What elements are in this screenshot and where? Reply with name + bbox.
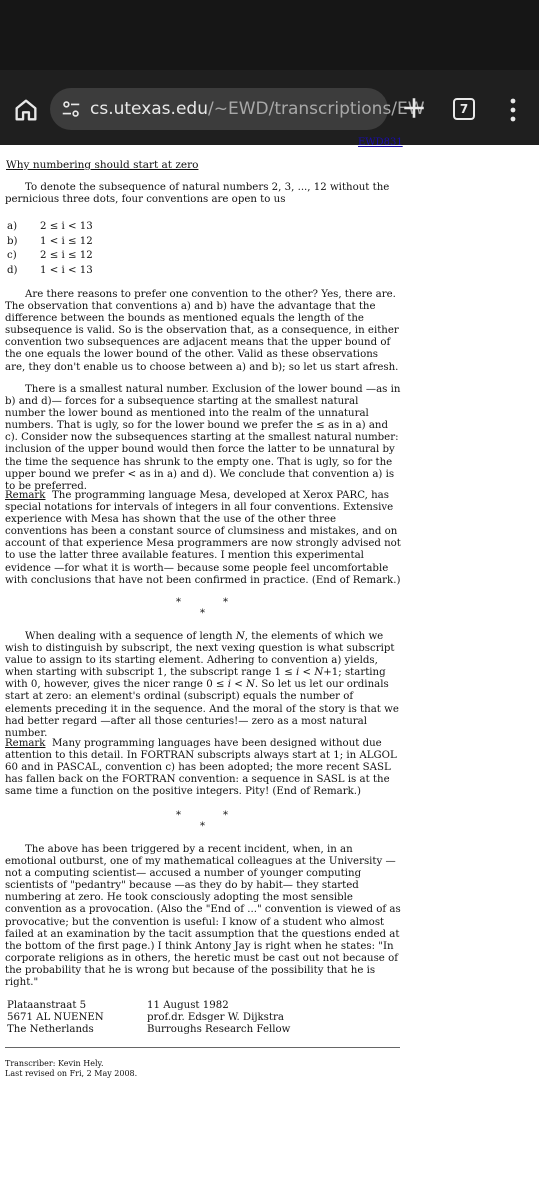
address-line: The Netherlands xyxy=(7,1024,94,1036)
home-button[interactable] xyxy=(12,96,40,124)
paragraph-text: The above has been triggered by a recent incident, when, in an emotional outburst, one of my mathematical colleagues at the University —not a computing scientist— accused a number of younger computing scientists of "pedantry" because —as they do by habit— they started numbering at zero. He took consciously adopting the most sensible convention as a provocation. (Also the "End of ..." convention is viewed of as provocative; but the convention is useful: I know of a student who almost failed at an examination by the tacit assumption that the questions ended at the bottom of the first page.) I think Antony Jay is right when he states: "In corporate religions as in others, the heretic must be cast out not because of the probability that he is wrong but because of the possibility that he is right." xyxy=(5,844,401,989)
url-domain: cs.utexas.edu xyxy=(90,99,208,119)
transcriber-note: Transcriber: Kevin Hely. xyxy=(5,1059,104,1068)
separator-star: * xyxy=(223,597,228,608)
signature-line: prof.dr. Edsger W. Dijkstra xyxy=(147,1012,284,1024)
new-tab-button[interactable] xyxy=(401,95,427,121)
list-item xyxy=(7,220,93,235)
author-signature xyxy=(147,1000,290,1036)
math-var: i xyxy=(227,679,231,691)
revision-note: Last revised on Fri, 2 May 2008. xyxy=(5,1069,138,1078)
text-run: < xyxy=(299,667,315,679)
convention-expr: 1 < i < 13 xyxy=(40,264,93,276)
signature-line: Burroughs Research Fellow xyxy=(147,1024,291,1036)
url-text[interactable] xyxy=(90,99,425,119)
paragraph-3 xyxy=(5,631,401,740)
address-bar[interactable] xyxy=(50,88,425,130)
address-line: 5671 AL NUENEN xyxy=(7,1012,104,1024)
intro-paragraph xyxy=(5,182,401,206)
text-run: < xyxy=(230,679,246,691)
plus-icon xyxy=(401,95,427,121)
convention-label: d) xyxy=(7,264,18,276)
remark-text: Many programming languages have been designed without due attention to this detail. In FORTRAN subscripts always start at 1; in ALGOL 60 and in PASCAL, convention c) has been adopted; the more recent SASL has fallen back on the FORTRAN convention: a sequence in SASL is at the same time a function on the positive integers. Pity! (End of Remark.) xyxy=(5,738,397,798)
convention-label: b) xyxy=(7,235,18,247)
more-vert-icon xyxy=(503,96,523,124)
text-run: +1; starting with 0, however, gives the nicer range 0 ≤ xyxy=(5,667,386,691)
text-run: . So let us let our ordinals start at zero: an element's ordinal (subscript) equals the number of elements preceding it in the sequence. And the moral of the story is that we had better regard —after all those centuries!— zero as a most natural number. xyxy=(5,679,399,739)
document-title: Why numbering should start at zero xyxy=(6,159,199,171)
home-icon xyxy=(12,96,40,124)
tune-icon[interactable] xyxy=(60,98,82,120)
convention-label: c) xyxy=(7,250,17,261)
text-run: When dealing with a sequence of length xyxy=(25,631,236,642)
status-bar xyxy=(0,0,539,70)
tab-count: 7 xyxy=(459,102,469,116)
menu-button[interactable] xyxy=(503,96,523,124)
separator-star: * xyxy=(200,821,205,832)
tab-switcher-icon[interactable] xyxy=(453,98,475,120)
signature-line: 11 August 1982 xyxy=(147,1000,229,1011)
math-var: N xyxy=(235,631,245,642)
paragraph-4 xyxy=(5,844,401,989)
math-var: N xyxy=(245,679,255,691)
separator-star: * xyxy=(200,608,205,619)
browser-chrome xyxy=(0,0,539,145)
separator-star: * xyxy=(176,597,181,608)
address-line: Plataanstraat 5 xyxy=(7,1000,87,1011)
list-item xyxy=(7,249,93,264)
remark-1 xyxy=(5,490,401,587)
remark-text: The programming language Mesa, developed at Xerox PARC, has special notations for intervals of integers in all four conventions. Extensive experience with Mesa has shown that the use of the other three conventions has been a constant source of clumsiness and mistakes, and on account of that experience Mesa programmers are now strongly advised not to use the latter three available features. I mention this experimental evidence —for what it is worth— because some people feel uncomfortable with conclusions that have not been confirmed in practice. (End of Remark.) xyxy=(5,490,401,586)
text-run: , the elements of which we wish to distinguish by subscript, the next vexing question is what subscript value to assign to its starting element. Adhering to convention a) yields, when starting with subscript 1, the subscript range 1 ≤ xyxy=(5,631,395,679)
remark-label: Remark xyxy=(5,490,46,501)
paragraph-2 xyxy=(5,384,401,493)
remark-2 xyxy=(5,738,401,798)
remark-label: Remark xyxy=(5,738,46,749)
separator-star: * xyxy=(223,810,228,821)
convention-expr: 1 < i ≤ 12 xyxy=(40,235,93,247)
paragraph-1 xyxy=(5,289,401,374)
list-item xyxy=(7,264,93,279)
separator-star: * xyxy=(176,810,181,821)
divider xyxy=(5,1047,400,1048)
paragraph-text: Are there reasons to prefer one convention to the other? Yes, there are. The observation that conventions a) and b) have the advantage that the difference between the bounds as mentioned equals the length of the subsequence is valid. So is the observation that, as a consequence, in either convention two subsequences are adjacent means that the upper bound of the one equals the lower bound of the other. Valid as these observations are, they don't enable us to choose between a) and b); so let us start afresh. xyxy=(5,289,399,373)
math-var: N xyxy=(314,667,324,679)
list-item xyxy=(7,235,93,250)
url-path: /~EWD/transcriptions/EW xyxy=(207,99,425,119)
paragraph-text: There is a smallest natural number. Exclusion of the lower bound —as in b) and d)— forces for a subsequence starting at the smallest natural number the lower bound as mentioned into the realm of the unnatural numbers. That is ugly, so for the lower bound we prefer the ≤ as in a) and c). Consider now the subsequences starting at the smallest natural number: inclusion of the upper bound would then force the latter to be unnatural by the time the sequence has shrunk to the empty one. That is ugly, so for the upper bound we prefer < as in a) and d). We conclude that convention a) is to be preferred. xyxy=(5,384,401,492)
conventions-list xyxy=(7,220,93,278)
convention-expr: 2 ≤ i ≤ 12 xyxy=(40,250,93,261)
intro-text: To denote the subsequence of natural numbers 2, 3, ..., 12 without the pernicious three dots, four conventions are open to us xyxy=(5,182,390,206)
convention-label: a) xyxy=(7,221,18,232)
math-var: i xyxy=(296,667,300,679)
ewd-link[interactable]: EWD831 xyxy=(358,137,403,148)
document-page xyxy=(0,137,539,1200)
convention-expr: 2 ≤ i < 13 xyxy=(40,221,93,232)
author-address xyxy=(7,1000,104,1036)
